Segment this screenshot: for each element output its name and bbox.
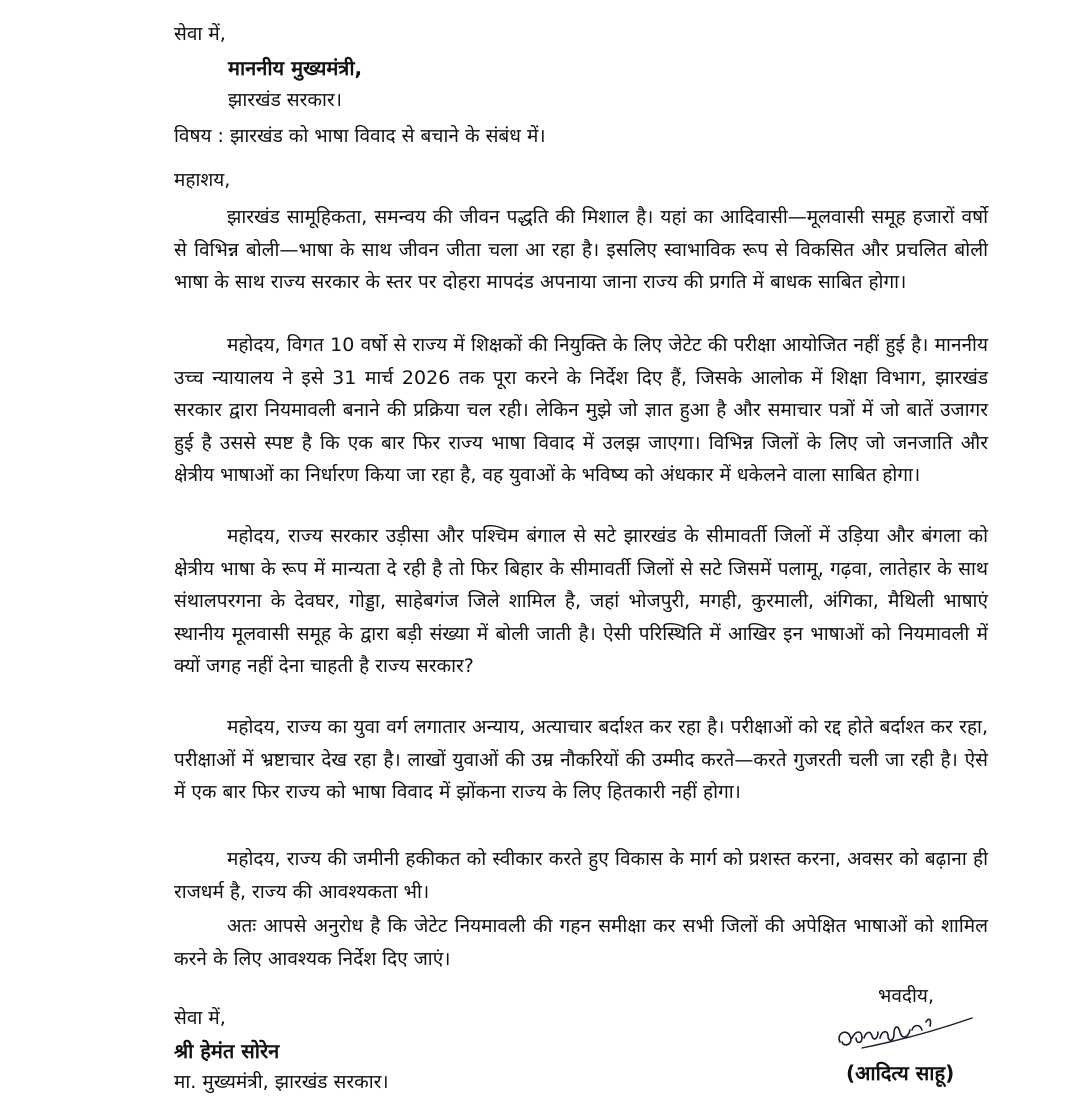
top-salutation: सेवा में, (174, 23, 226, 45)
top-recipient-title: माननीय मुख्यमंत्री, (228, 56, 363, 80)
signature-image (832, 1008, 982, 1058)
subject-line: विषय : झारखंड को भाषा विवाद से बचाने के संबंध में। (174, 125, 546, 147)
body-paragraph-3: महोदय, राज्य सरकार उड़ीसा और पश्चिम बंगाल से सटे झारखंड के सीमावर्ती जिलों में उड़िया और बंगला को क्षेत्रीय भाषा के रूप में मान्यता दे रही है तो फिर बिहार के सीमावर्ती जिलों से सटे जिसमें पलामू, गढ़वा, लातेहार के साथ संथालपरगना के देवघर, गोड्डा, साहेबगंज जिले शामिल है, जहां भोजपुरी, मगही, कुरमाली, अंगिका, मैथिली भाषाएं स्थानीय मूलवासी समूह के द्वारा बड़ी संख्या में बोली जाती है। ऐसी परिस्थिति में आखिर इन भाषाओं को नियमावली में क्यों जगह नहीं देना चाहती है राज्य सरकार? (174, 525, 988, 677)
body-paragraph-4: महोदय, राज्य का युवा वर्ग लगातार अन्याय, अत्याचार बर्दाश्त कर रहा है। परीक्षाओं को रद्द होते बर्दाश्त कर रहा, परीक्षाओं में भ्रष्टाचार देख रहा है। लाखों युवाओं की उम्र नौकरियों की उम्मीद करते—करते गुजरती चली जा रही है। ऐसे में एक बार फिर राज्य को भाषा विवाद में झोंकना राज्य के लिए हितकारी नहीं होगा। (174, 716, 988, 803)
sender-name: (आदित्य साहू) (846, 1061, 955, 1085)
body-paragraph-2: महोदय, विगत 10 वर्षो से राज्य में शिक्षकों की नियुक्ति के लिए जेटेट की परीक्षा आयोजित नहीं हुई है। माननीय उच्च न्यायालय ने इसे 31 मार्च 2026 तक पूरा करने के निर्देश दिए हैं, जिसके आलोक में शिक्षा विभाग, झारखंड सरकार द्वारा नियमावली बनाने की प्रक्रिया चल रही। लेकिन मुझे जो ज्ञात हुआ है और समाचार पत्रों में जो बातें उजागर हुई है उससे स्पष्ट है कि एक बार फिर राज्य भाषा विवाद में उलझ जाएगा। विभिन्न जिलों के लिए जो जनजाति और क्षेत्रीय भाषाओं का निर्धारण किया जा रहा है, वह युवाओं के भविष्य को अंधकार में धकेलने वाला साबित होगा। (174, 334, 988, 486)
bottom-recipient-name: श्री हेमंत सोरेन (174, 1039, 280, 1063)
body-paragraph-5: महोदय, राज्य की जमीनी हकीकत को स्वीकार करते हुए विकास के मार्ग को प्रशस्त करना, अवसर को बढ़ाना ही राजधर्म है, राज्य की आवश्यकता भी। (174, 848, 988, 903)
bottom-recipient-designation: मा. मुख्यमंत्री, झारखंड सरकार। (174, 1071, 389, 1093)
valediction: भवदीय, (878, 985, 934, 1007)
body-paragraph-6: अतः आपसे अनुरोध है कि जेटेट नियमावली की गहन समीक्षा कर सभी जिलों की अपेक्षित भाषाओं को शामिल करने के लिए आवश्यक निर्देश दिए जाएं। (174, 915, 988, 970)
bottom-salutation: सेवा में, (174, 1007, 226, 1029)
greeting: महाशय, (174, 169, 231, 191)
body-paragraph-1: झारखंड सामूहिकता, समन्वय की जीवन पद्धति की मिशाल है। यहां का आदिवासी—मूलवासी समूह हजारों वर्षो से विभिन्न बोली—भाषा के साथ जीवन जीता चला आ रहा है। इसलिए स्वाभाविक रूप से विकसित और प्रचलित बोली भाषा के साथ राज्य सरकार के स्तर पर दोहरा मापदंड अपनाया जाना राज्य की प्रगति में बाधक साबित होगा। (174, 206, 988, 293)
top-recipient-government: झारखंड सरकार। (228, 89, 342, 111)
